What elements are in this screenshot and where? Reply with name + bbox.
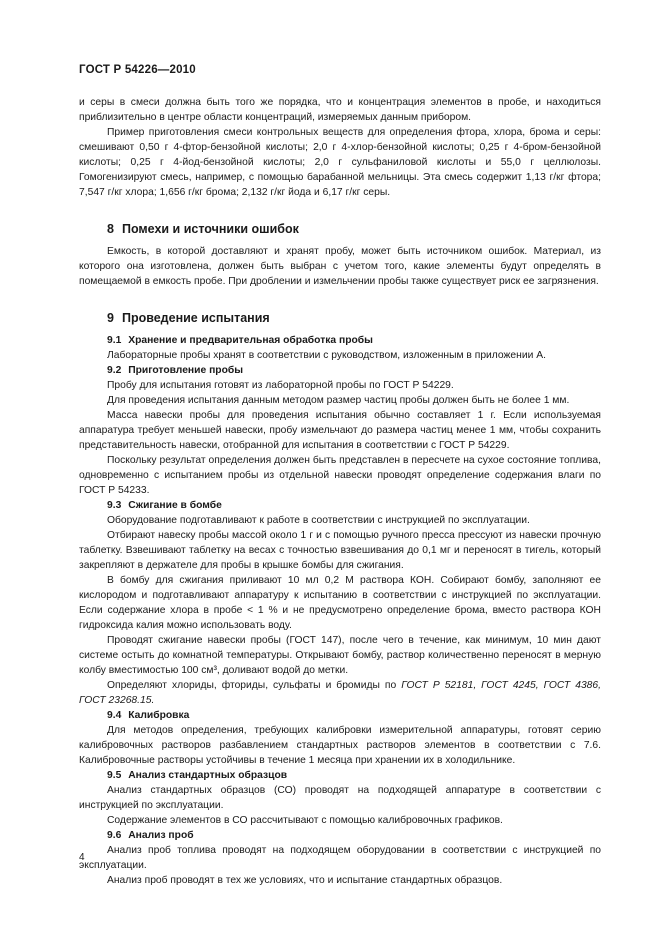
paragraph: Оборудование подготавливают к работе в соответствии с инструкцией по эксплуатации. [107, 515, 530, 526]
paragraph: Анализ проб топлива проводят на подходящем оборудовании в соответствии с инструкцией по эксплуатации. [79, 845, 601, 871]
paragraph: В бомбу для сжигания приливают 10 мл 0,2 М раствора КОН. Собирают бомбу, заполняют ее кислородом и подготавливают аппаратуру к испытанию в соответствии с инструкцией по эксплуатации. Если содержание хлора в пробе < 1 % и не предусмотрено определение брома, вместо раствора КОН гидроксида калия можно использовать воду. [79, 575, 601, 631]
standard-references: ГОСТ Р 52181, ГОСТ 4245, ГОСТ 4386, ГОСТ 23268.15. [79, 680, 601, 706]
section-title: Помехи и источники ошибок [121, 222, 299, 236]
subsection-9-1-heading: 9.1 Хранение и предварительная обработка пробы [107, 335, 373, 346]
paragraph: Для методов определения, требующих калибровки измерительной аппаратуры, готовят серию калибровочных растворов разбавлением стандартных растворов элементов в соответствии с 7.6. Калибровочные растворы устойчивы в течение 1 месяца при хранении их в холодильнике. [79, 725, 601, 766]
document-code-header: ГОСТ Р 54226—2010 [79, 64, 196, 76]
paragraph: Отбирают навеску пробы массой около 1 г и с помощью ручного пресса прессуют из навески прочную таблетку. Взвешивают таблетку на весах с точностью взвешивания до 0,1 мг и переносят в тигель, который закрепляют в держателе для пробы в крышке бомбы для сжигания. [79, 530, 601, 571]
page-content [79, 95, 601, 888]
subsection-9-3-heading: 9.3 Сжигание в бомбе [107, 500, 222, 511]
paragraph: Лабораторные пробы хранят в соответствии с руководством, изложенным в приложении А. [107, 350, 546, 361]
paragraph: Для проведения испытания данным методом размер частиц пробы должен быть не более 1 мм. [107, 395, 570, 406]
section-8-heading [79, 220, 601, 238]
paragraph: Определяют хлориды, фториды, сульфаты и бромиды по ГОСТ Р 52181, ГОСТ 4245, ГОСТ 4386, ГОСТ 23268.15. [79, 680, 601, 706]
paragraph: Анализ проб проводят в тех же условиях, что и испытание стандартных образцов. [107, 875, 503, 886]
paragraph: Анализ стандартных образцов (СО) проводят на подходящей аппаратуре в соответствии с инструкцией по эксплуатации. [79, 785, 601, 811]
paragraph: Поскольку результат определения должен быть представлен в пересчете на сухое состояние топлива, одновременно с испытанием пробы из отдельной навески проводят определение содержания влаги по ГОСТ Р 54233. [79, 455, 601, 496]
paragraph: Содержание элементов в СО рассчитывают с помощью калибровочных графиков. [107, 815, 503, 826]
subsection-9-6-heading: 9.6 Анализ проб [107, 830, 194, 841]
section-number: 8 [107, 222, 114, 236]
subsection-9-2-heading: 9.2 Приготовление пробы [107, 365, 244, 376]
section-title: Проведение испытания [121, 311, 270, 325]
paragraph: Емкость, в которой доставляют и хранят пробу, может быть источником ошибок. Материал, из которого она изготовлена, должен быть выбран с учетом того, какие элементы будут определять в помещаемой в емкость пробе. При дроблении и измельчении пробы также существует риск ее загрязнения. [79, 246, 601, 287]
paragraph: Проводят сжигание навески пробы (ГОСТ 147), после чего в течение, как минимум, 10 мин дают системе остыть до комнатной температуры. Открывают бомбу, раствор количественно переносят в мерную колбу вместимостью 100 см³, доливают водой до метки. [79, 635, 601, 676]
subsection-9-5-heading: 9.5 Анализ стандартных образцов [107, 770, 288, 781]
section-number: 9 [107, 311, 114, 325]
paragraph: Масса навески пробы для проведения испытания обычно составляет 1 г. Если используемая аппаратура требует меньшей навески, пробу измельчают до размера частиц менее 1 мм, чтобы сохранить представительность навески, отобранной для испытания в соответствии с ГОСТ Р 54229. [79, 410, 601, 451]
paragraph: Пробу для испытания готовят из лабораторной пробы по ГОСТ Р 54229. [107, 380, 454, 391]
paragraph: и серы в смеси должна быть того же порядка, что и концентрация элементов в пробе, и находиться приблизительно в центре области концентраций, измеряемых данным прибором. [79, 97, 601, 123]
page-number: 4 [79, 852, 85, 863]
section-9-heading [79, 309, 601, 327]
paragraph: Пример приготовления смеси контрольных веществ для определения фтора, хлора, брома и серы: смешивают 0,50 г 4-фтор-бензойной кислоты; 2,0 г 4-хлор-бензойной кислоты; 0,25 г 4-бром-бензойной кислоты; 0,25 г 4-йод-бензойной кислоты; 2,0 г сульфаниловой кислоты и 55,0 г целлюлозы. Гомогенизируют смесь, например, с помощью барабанной мельницы. Эта смесь содержит 1,13 г/кг фтора; 7,547 г/кг хлора; 1,656 г/кг брома; 2,132 г/кг йода и 6,17 г/кг серы. [79, 127, 601, 198]
subsection-9-4-heading: 9.4 Калибровка [107, 710, 190, 721]
